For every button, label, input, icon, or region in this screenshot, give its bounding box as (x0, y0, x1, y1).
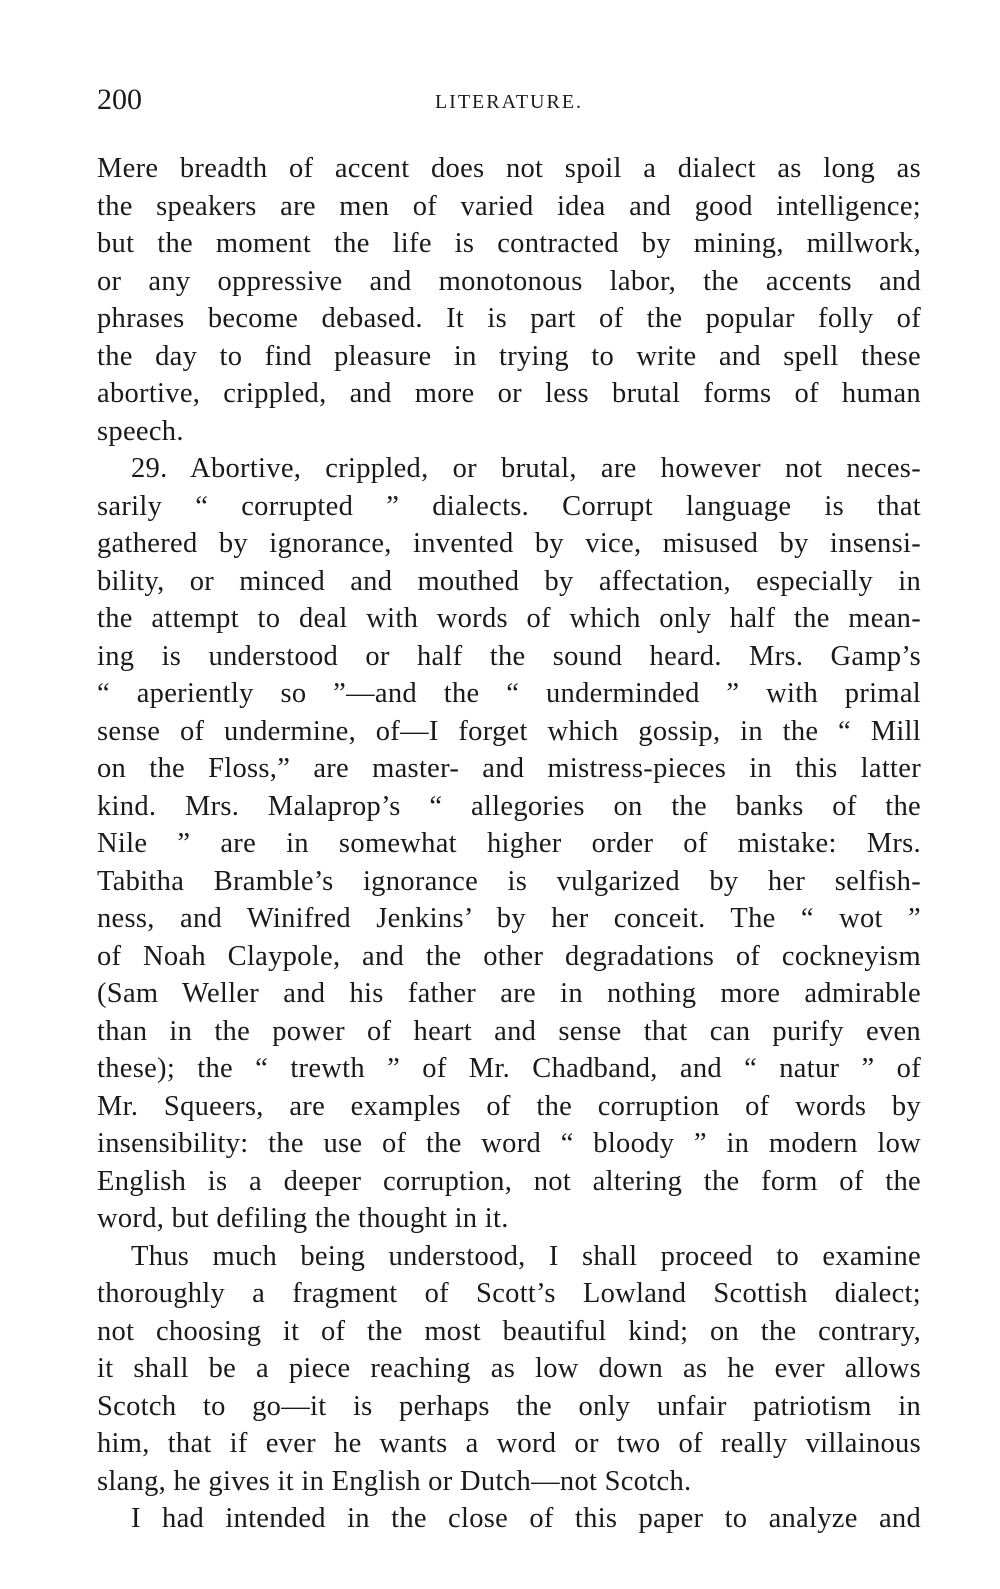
text-line: bility, or minced and mouthed by affectation, especially in (97, 565, 921, 597)
text-line: Scotch to go—it is perhaps the only unfair patriotism in (97, 1390, 921, 1422)
text-line: (Sam Weller and his father are in nothing more admirable (97, 978, 921, 1009)
text-line: Mr. Squeers, are examples of the corruption of words by (97, 1090, 921, 1122)
text-line: the attempt to deal with words of which only half the mean- (97, 603, 921, 634)
text-line: the day to find pleasure in trying to write and spell these (97, 340, 921, 372)
text-line: abortive, crippled, and more or less brutal forms of human (97, 378, 921, 409)
text-line: speech. (97, 415, 184, 447)
text-line: thoroughly a fragment of Scott’s Lowland Scottish dialect; (97, 1278, 921, 1309)
text-line: ness, and Winifred Jenkins’ by her conceit. The “ wot ” (97, 903, 921, 934)
text-line: word, but defiling the thought in it. (97, 1203, 509, 1234)
text-line: or any oppressive and monotonous labor, the accents and (97, 265, 921, 297)
text-line: on the Floss,” are master- and mistress-pieces in this latter (97, 753, 921, 784)
text-line: phrases become debased. It is part of the popular folly of (97, 303, 921, 334)
paragraph (97, 1238, 921, 1501)
running-title: LITERATURE. (434, 91, 584, 113)
text-line: sense of undermine, of—I forget which gossip, in the “ Mill (97, 715, 921, 747)
paragraph (97, 1500, 921, 1538)
text-line: I had intended in the close of this paper to analyze and (131, 1503, 921, 1534)
text-line: the speakers are men of varied idea and good intelligence; (97, 190, 921, 222)
text-line: but the moment the life is contracted by mining, millwork, (97, 228, 921, 259)
text-line: 29. Abortive, crippled, or brutal, are however not neces- (131, 453, 921, 484)
text-line: slang, he gives it in English or Dutch—not Scotch. (97, 1465, 692, 1497)
text-line: these); the “ trewth ” of Mr. Chadband, and “ natur ” of (97, 1053, 921, 1084)
text-line: kind. Mrs. Malaprop’s “ allegories on the banks of the (97, 790, 921, 822)
text-line: Thus much being understood, I shall proceed to examine (131, 1240, 921, 1272)
running-head (97, 80, 921, 120)
text-line: English is a deeper corruption, not altering the form of the (97, 1165, 921, 1197)
text-line: of Noah Claypole, and the other degradations of cockneyism (97, 940, 921, 972)
text-line: “ aperiently so ”—and the “ underminded ” with primal (97, 678, 921, 709)
page-number: 200 (97, 83, 142, 116)
text-line: gathered by ignorance, invented by vice, misused by insensi- (97, 528, 921, 559)
text-line: him, that if ever he wants a word or two of really villainous (97, 1428, 921, 1459)
body-text (97, 150, 921, 1538)
text-line: insensibility: the use of the word “ bloody ” in modern low (97, 1128, 921, 1159)
text-line: sarily “ corrupted ” dialects. Corrupt language is that (97, 490, 921, 522)
text-line: Tabitha Bramble’s ignorance is vulgarized by her selfish- (97, 865, 921, 897)
text-line: than in the power of heart and sense that can purify even (97, 1015, 921, 1047)
text-line: it shall be a piece reaching as low down as he ever allows (97, 1353, 921, 1384)
text-line: not choosing it of the most beautiful kind; on the contrary, (97, 1315, 921, 1347)
text-line: Nile ” are in somewhat higher order of mistake: Mrs. (97, 828, 921, 859)
text-line: Mere breadth of accent does not spoil a dialect as long as (97, 153, 921, 184)
text-line: ing is understood or half the sound heard. Mrs. Gamp’s (97, 640, 921, 672)
paragraph (97, 450, 921, 1238)
paragraph (97, 150, 921, 450)
